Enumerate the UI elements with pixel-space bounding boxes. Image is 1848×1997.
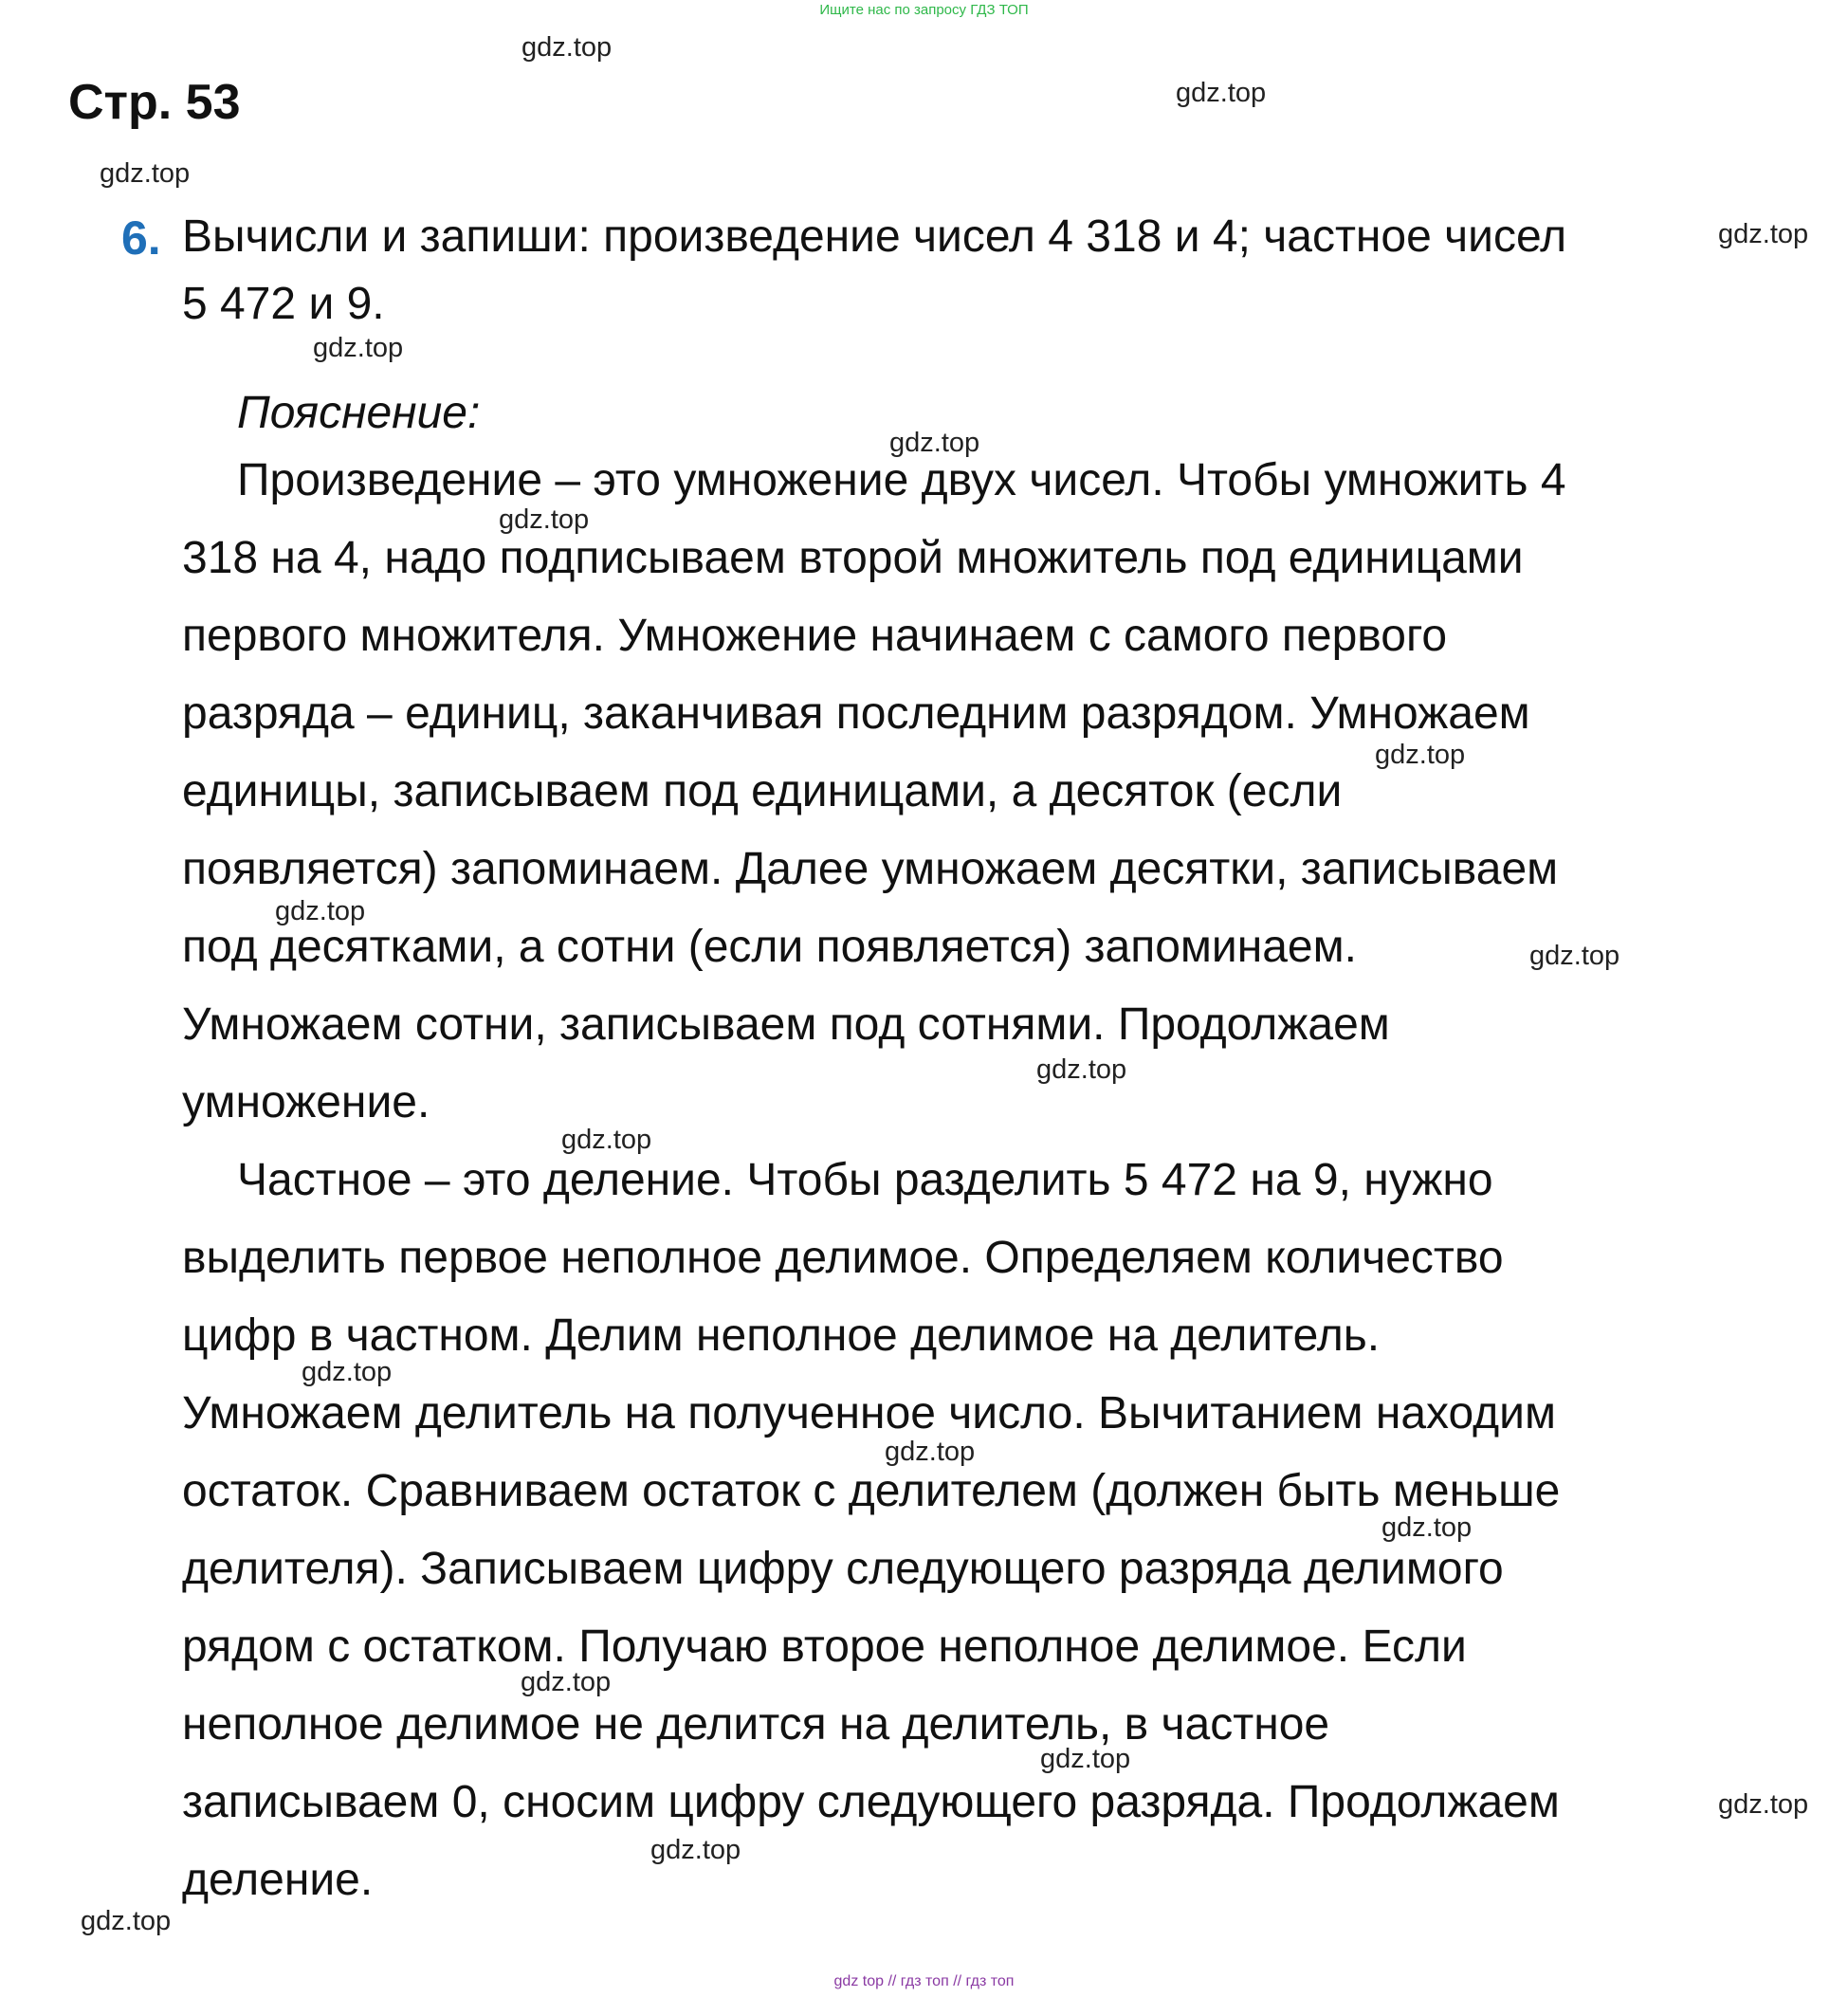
watermark: gdz.top bbox=[650, 1835, 741, 1865]
watermark: gdz.top bbox=[313, 333, 404, 363]
explanation-line: выделить первое неполное делимое. Определяем количество bbox=[182, 1233, 1504, 1283]
watermark: gdz.top bbox=[1529, 941, 1620, 971]
page-title: Стр. 53 bbox=[68, 75, 241, 130]
explanation-line: Частное – это деление. Чтобы разделить 5 472 на 9, нужно bbox=[237, 1155, 1493, 1205]
explanation-line: под десятками, а сотни (если появляется) запоминаем. bbox=[182, 922, 1357, 972]
watermark: gdz.top bbox=[1176, 78, 1267, 108]
explanation-line: Произведение – это умножение двух чисел. Чтобы умножить 4 bbox=[237, 455, 1566, 505]
explanation-line: записываем 0, сносим цифру следующего разряда. Продолжаем bbox=[182, 1777, 1560, 1827]
watermark: gdz.top bbox=[1375, 740, 1466, 770]
task-line: 5 472 и 9. bbox=[182, 279, 385, 329]
explanation-line: Умножаем сотни, записываем под сотнями. Продолжаем bbox=[182, 999, 1390, 1050]
explanation-line: деление. bbox=[182, 1855, 374, 1905]
watermark: gdz.top bbox=[275, 896, 366, 926]
task-number: 6. bbox=[121, 211, 161, 265]
top-banner: Ищите нас по запросу ГДЗ ТОП bbox=[819, 2, 1029, 18]
explanation-line: первого множителя. Умножение начинаем с самого первого bbox=[182, 611, 1448, 661]
explanation-line: рядом с остатком. Получаю второе неполное делимое. Если bbox=[182, 1621, 1467, 1672]
explanation-line: появляется) запоминаем. Далее умножаем десятки, записываем bbox=[182, 844, 1559, 894]
watermark: gdz.top bbox=[521, 1667, 612, 1697]
watermark: gdz.top bbox=[1718, 219, 1809, 249]
watermark: gdz.top bbox=[1718, 1789, 1809, 1820]
footer-text: gdz top // гдз топ // гдз топ bbox=[833, 1973, 1015, 1989]
watermark: gdz.top bbox=[521, 32, 613, 63]
explanation-line: неполное делимое не делится на делитель, в частное bbox=[182, 1699, 1330, 1750]
watermark: gdz.top bbox=[889, 428, 980, 458]
watermark: gdz.top bbox=[885, 1437, 976, 1467]
explanation-line: единицы, записываем под единицами, а десяток (если bbox=[182, 766, 1343, 816]
explanation-line: умножение. bbox=[182, 1077, 430, 1127]
explanation-line: разряда – единиц, заканчивая последним разрядом. Умножаем bbox=[182, 688, 1530, 739]
watermark: gdz.top bbox=[1036, 1054, 1127, 1085]
watermark: gdz.top bbox=[81, 1906, 172, 1936]
explanation-line: Умножаем делитель на полученное число. Вычитанием находим bbox=[182, 1388, 1556, 1438]
watermark: gdz.top bbox=[1040, 1744, 1131, 1774]
explanation-label: Пояснение: bbox=[237, 388, 481, 438]
task-line: Вычисли и запиши: произведение чисел 4 318 и 4; частное чисел bbox=[182, 211, 1567, 262]
watermark: gdz.top bbox=[100, 158, 191, 189]
explanation-line: 318 на 4, надо подписываем второй множитель под единицами bbox=[182, 533, 1524, 583]
explanation-line: остаток. Сравниваем остаток с делителем (должен быть меньше bbox=[182, 1466, 1561, 1516]
explanation-line: делителя). Записываем цифру следующего разряда делимого bbox=[182, 1544, 1504, 1594]
watermark: gdz.top bbox=[561, 1125, 652, 1155]
watermark: gdz.top bbox=[302, 1357, 393, 1387]
watermark: gdz.top bbox=[1381, 1512, 1473, 1543]
explanation-line: цифр в частном. Делим неполное делимое на делитель. bbox=[182, 1310, 1381, 1361]
watermark: gdz.top bbox=[499, 504, 590, 535]
